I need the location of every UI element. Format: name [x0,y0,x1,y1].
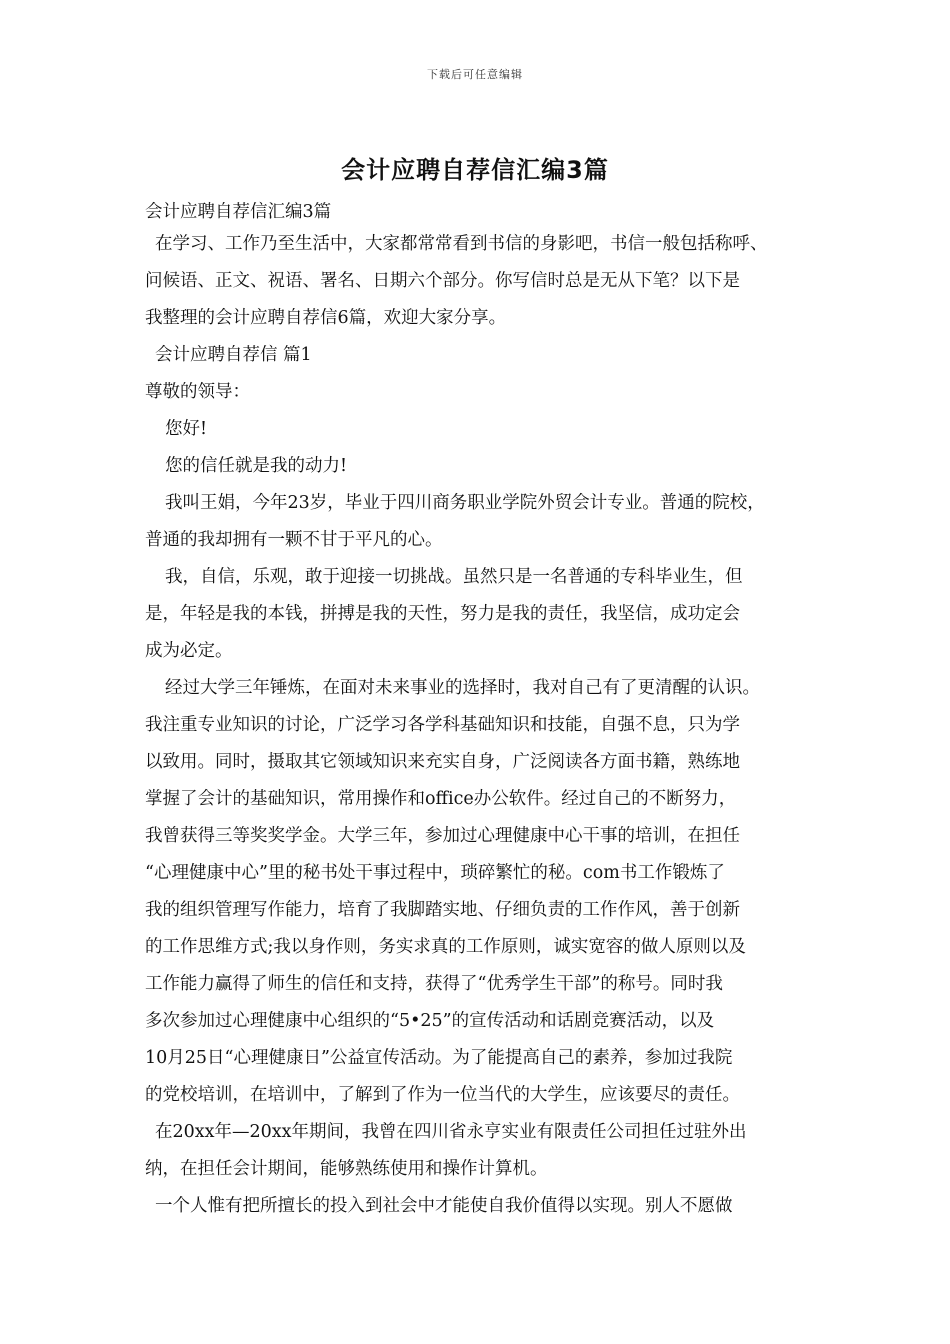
intro-line-2: 问候语、正文、祝语、署名、日期六个部分。你写信时总是无从下笔？以下是 [145,271,740,291]
paragraph-line: 多次参加过心理健康中心组织的“5•25”的宣传活动和话剧竞赛活动，以及 [145,1011,715,1031]
document-title: 会计应聘自荐信汇编3篇 [341,156,609,184]
paragraph-line: 在20xx年—20xx年期间，我曾在四川省永亨实业有限责任公司担任过驻外出 [155,1122,747,1142]
paragraph-line: 10月25日“心理健康日”公益宣传活动。为了能提高自己的素养，参加过我院 [145,1048,733,1068]
greeting: 您好! [165,419,208,439]
paragraph-line: 我曾获得三等奖奖学金。大学三年，参加过心理健康中心干事的培训，在担任 [145,826,740,846]
paragraph-line: 我注重专业知识的讨论，广泛学习各学科基础知识和技能，自强不息，只为学 [145,715,740,735]
paragraph-line: 我的组织管理写作能力，培育了我脚踏实地、仔细负责的工作作风，善于创新 [145,900,740,920]
paragraph-line: 一个人惟有把所擅长的投入到社会中才能使自我价值得以实现。别人不愿做 [155,1196,733,1216]
intro-line-1: 在学习、工作乃至生活中，大家都常常看到书信的身影吧，书信一般包括称呼、 [155,234,768,254]
paragraph-line: 我叫王娟，今年23岁，毕业于四川商务职业学院外贸会计专业。普通的院校， [165,493,765,513]
paragraph-line: 的党校培训，在培训中，了解到了作为一位当代的大学生，应该要尽的责任。 [145,1085,740,1105]
paragraph-line: “心理健康中心”里的秘书处干事过程中，琐碎繁忙的秘。com书工作锻炼了 [145,863,725,883]
paragraph-line: 成为必定。 [145,641,233,661]
intro-line-3: 我整理的会计应聘自荐信6篇，欢迎大家分享。 [145,308,507,328]
paragraph-line: 掌握了会计的基础知识，常用操作和office办公软件。经过自己的不断努力， [145,789,737,809]
paragraph-line: 工作能力赢得了师生的信任和支持，获得了“优秀学生干部”的称号。同时我 [145,974,723,994]
document-body [145,198,825,1225]
subtitle-line: 会计应聘自荐信汇编3篇 [145,202,332,222]
section-heading: 会计应聘自荐信 篇1 [155,345,312,365]
paragraph-line: 您的信任就是我的动力! [165,456,348,476]
paragraph-line: 经过大学三年锤炼，在面对未来事业的选择时，我对自己有了更清醒的认识。 [165,678,760,698]
paragraph-line: 的工作思维方式;我以身作则，务实求真的工作原则，诚实宽容的做人原则以及 [145,937,746,957]
paragraph-line: 是，年轻是我的本钱，拼搏是我的天性，努力是我的责任，我坚信，成功定会 [145,604,740,624]
paragraph-line: 我，自信，乐观，敢于迎接一切挑战。虽然只是一名普通的专科毕业生，但 [165,567,743,587]
salutation: 尊敬的领导： [145,382,250,402]
paragraph-line: 纳，在担任会计期间，能够熟练使用和操作计算机。 [145,1159,548,1179]
paragraph-line: 普通的我却拥有一颗不甘于平凡的心。 [145,530,443,550]
paragraph-line: 以致用。同时，摄取其它领域知识来充实自身，广泛阅读各方面书籍，熟练地 [145,752,740,772]
header-note: 下载后可任意编辑 [427,68,523,81]
